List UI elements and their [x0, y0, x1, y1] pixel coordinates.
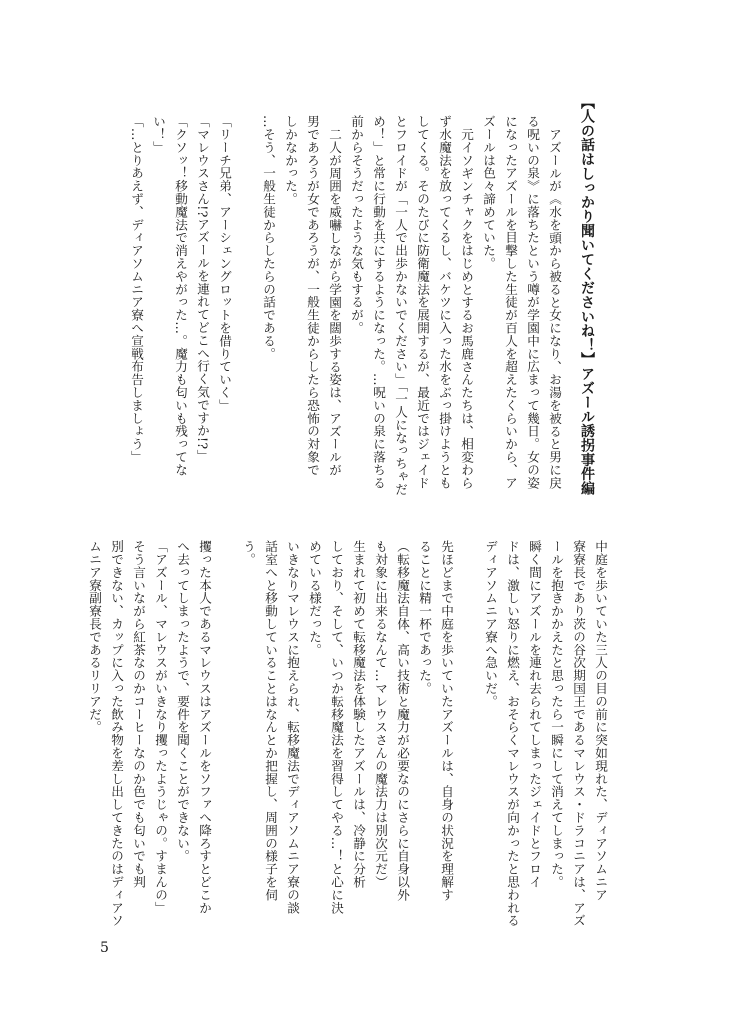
text-line: ズールは色々諦めていた。 [481, 115, 496, 270]
text-line: る呪いの泉》に落ちたという噂が学園中に広まって幾日。女の姿 [525, 115, 540, 490]
text-line: …そう、一般生徒からしたらの話である。 [261, 115, 276, 361]
text-line: 瞬く間にアズールを連れ去られてしまったジェイドとフロイ [527, 540, 542, 889]
text-line: アズールが《水を頭から被ると女になり、お湯を被ると男に戻 [547, 128, 562, 490]
text-line: 攫った本人であるマレウスはアズールをソファへ降ろすとどこか [197, 540, 212, 915]
text-line: 「…とりあえず、ディアソムニア寮へ宣戦布告しましょう」 [129, 115, 144, 464]
text-line: 別できない、カップに入った飲み物を差し出してきたのはディアソ [109, 540, 124, 927]
text-line: ムニア寮副寮長であるリリアだ。 [87, 540, 102, 734]
text-line: いきなりマレウスに抱えられ、転移魔法でディアソムニア寮の談 [285, 540, 300, 915]
upper-text-block [125, 95, 598, 496]
blank-line [235, 95, 257, 465]
text-line: めている様だった。 [307, 540, 322, 657]
text-line: 二人が周囲を威嚇しながら学園を闊歩する姿は、アズールが [327, 128, 342, 477]
text-line: 「アズール、マレウスがいきなり攫ったようじゃの。すまんの」 [153, 540, 168, 915]
text-line: 「クソッ！移動魔法で消えやがった…。魔力も匂いも残ってな [173, 115, 188, 477]
text-line: 元イソギンチャクをはじめとするお馬鹿さんたちは、相変わら [459, 128, 474, 490]
text-line: 話室へと移動していることはなんとか把握し、周囲の様子を伺 [263, 540, 278, 902]
text-line: 男であろうが女であろうが、一般生徒からしたら恐怖の対象で [305, 115, 320, 477]
text-line: ず水魔法を放ってくるし、バケツに入った水をぶっ掛けようとも [437, 115, 452, 490]
text-line: ることに精一杯であった。 [417, 540, 432, 695]
text-line: 前からそうだったような気もするが。 [349, 115, 364, 335]
text-line: してくる。そのたびに防衛魔法を展開するが、最近ではジェイド [415, 115, 430, 490]
text-line: ールを抱きかかえたと思ったら一瞬にして消えてしまった。 [549, 540, 564, 889]
text-line: い！」 [151, 115, 166, 154]
text-line: へ去ってしまったようで、要件を聞くことができない。 [175, 540, 190, 863]
text-line: も対象に出来るなんて…マレウスさんの魔法力は別次元だ） [373, 540, 388, 889]
chapter-title: 【人の話はしっかり聞いてくださいね！】アズール誘拐事件編 [579, 95, 595, 496]
text-line: しており、そして、いつか転移魔法を習得してやる…！と心に決 [329, 540, 344, 915]
blank-line [215, 540, 237, 910]
text-line: ディアソムニア寮へ急いだ。 [483, 540, 498, 708]
text-line: 先ほどまで中庭を歩いていたアズールは、自身の状況を理解す [439, 540, 454, 902]
blank-line [457, 540, 479, 910]
text-line: め！」と常に行動を共にするようになった。…呪いの泉に落ちる [371, 115, 386, 490]
text-line: 「マレウスさん!?アズールを連れてどこへ行く気ですか!?」 [195, 115, 210, 463]
lower-text-block [83, 540, 611, 927]
text-line: ドは、激しい怒りに燃え、おそらくマレウスが向かったと思われる [505, 540, 520, 927]
text-line: そう言いながら紅茶なのかコーヒーなのか色でも匂いでも判 [131, 540, 146, 889]
page-number: 5 [100, 940, 109, 956]
text-line: 中庭を歩いていた三人の目の前に突如現れた、ディアソムニア [593, 540, 608, 902]
text-line: う。 [241, 540, 256, 566]
text-line: になったアズールを目撃した生徒が百人を超えたくらいから、ア [503, 115, 518, 490]
text-line: しかなかった。 [283, 115, 298, 206]
text-line: 寮寮長であり茨の谷次期国王であるマレウス・ドラコニアは、アズ [571, 540, 586, 927]
text-line: 「リーチ兄弟、アーシェングロットを借りていく」 [217, 115, 232, 412]
text-line: 生まれて初めて転移魔法を体験したアズールは、冷静に分析 [351, 540, 366, 889]
text-line: （転移魔法自体、高い技術と魔力が必要なのにさらに自身以外 [395, 540, 410, 902]
text-line: とフロイドが「一人で出歩かないでください」「一人になっちゃだ [393, 115, 408, 496]
